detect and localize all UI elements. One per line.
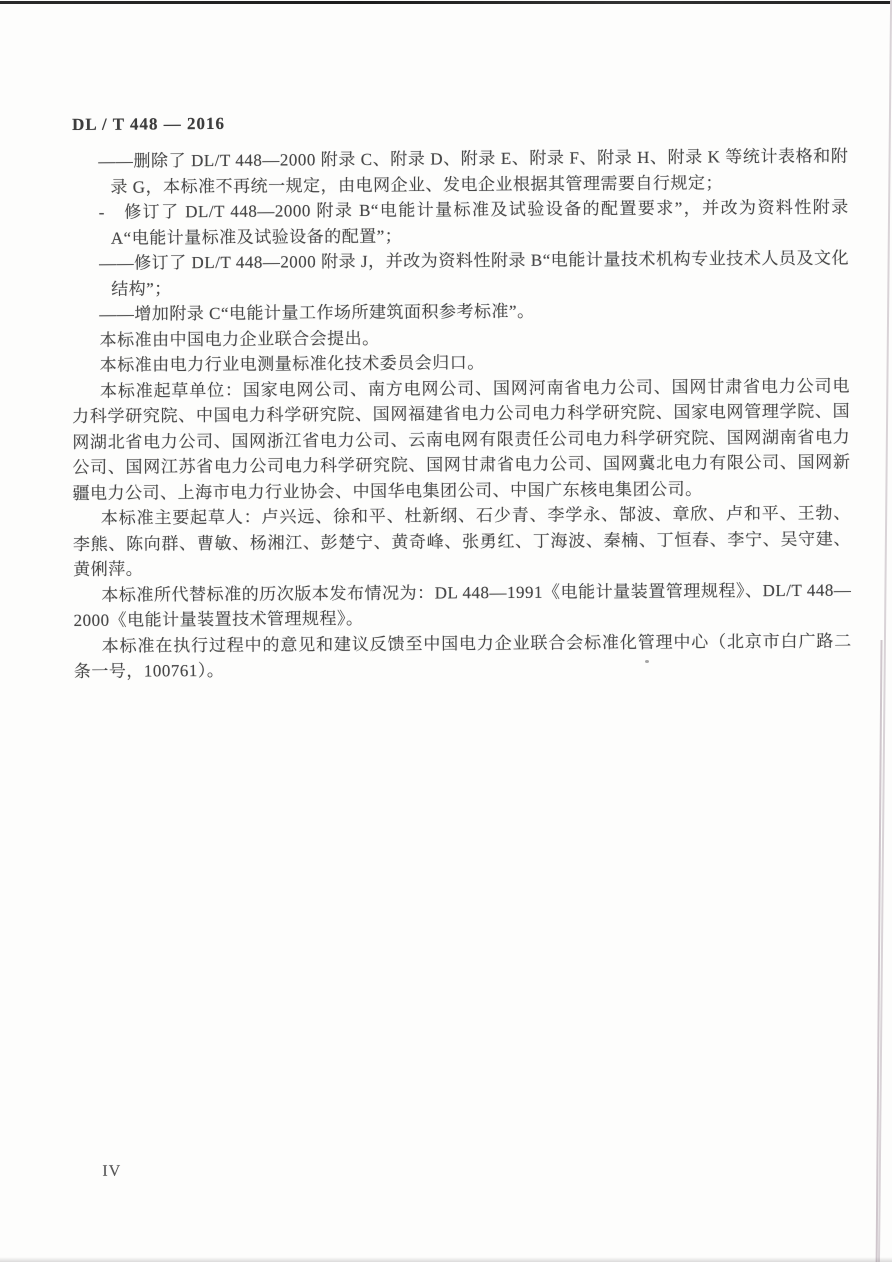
paragraph-chief-drafters: 本标准主要起草人：卢兴远、徐和平、杜新纲、石少青、李学永、郜波、章欣、卢和平、王勃、李熊、陈向群、曹敏、杨湘江、彭楚宁、黄奇峰、张勇红、丁海波、秦楠、丁恒春、李宁、吴守建、黄俐萍。 (72, 503, 852, 579)
list-dash-prefix: —— (98, 253, 135, 273)
list-dash-prefix: —— (99, 304, 135, 324)
paragraph-centralized-by: 本标准由电力行业电测量标准化技术委员会归口。 (99, 353, 485, 375)
paragraph-proposed-by: 本标准由中国电力企业联合会提出。 (99, 328, 380, 350)
paragraph-drafting-organizations: 本标准起草单位：国家电网公司、南方电网公司、国网河南省电力公司、国网甘肃省电力公司电力科学研究院、中国电力科学研究院、国网福建省电力公司电力科学研究院、国家电网管理学院、国网湖北省电力公司、国网浙江省电力公司、云南电网有限责任公司电力科学研究院、国网湖南省电力公司、国网江苏省电力公司电力科学研究院、国网甘肃省电力公司、国网冀北电力有限公司、国网新疆电力公司、上海市电力行业协会、中国华电集团公司、中国广东核电集团公司。 (72, 376, 851, 503)
paragraph-feedback-address: 本标准在执行过程中的意见和建议反馈至中国电力企业联合会标准化管理中心（北京市白广路二条一号，100761）。 (73, 631, 852, 681)
foreword-list-item (71, 246, 849, 302)
scan-edge-bottom (0, 1257, 892, 1262)
foreword-list-item (70, 144, 848, 200)
scan-edge-right (878, 0, 892, 1262)
paragraph-previous-editions: 本标准所代替标准的历次版本发布情况为：DL 448—1991《电能计量装置管理规程》、DL/T 448—2000《电能计量装置技术管理规程》。 (73, 580, 852, 630)
foreword-body (70, 144, 852, 685)
document-sheet (70, 110, 852, 1180)
list-item-text: 修订了 DL/T 448—2000 附录 J，并改为资料性附录 B“电能计量技术机构专业技术人员及文化结构”； (111, 248, 850, 299)
page-number: IV (102, 1162, 122, 1180)
list-dash-prefix: —— (98, 151, 134, 171)
scan-edge-top (0, 1, 892, 4)
foreword-list-item (71, 195, 849, 251)
standard-number-header: DL / T 448 — 2016 (71, 113, 226, 134)
list-item-text: 修订了 DL/T 448—2000 附录 B“电能计量标准及试验设备的配置要求”，并改为资料性附录 A“电能计量标准及试验设备的配置”； (110, 197, 849, 248)
list-dash-prefix: - (98, 202, 125, 222)
list-item-text: 删除了 DL/T 448—2000 附录 C、附录 D、附录 E、附录 F、附录 H、附录 K 等统计表格和附录 G，本标准不再统一规定，由电网企业、发电企业根据其管理需要自行规定； (110, 146, 849, 197)
list-item-text: 增加附录 C“电能计量工作场所建筑面积参考标准”。 (134, 301, 535, 324)
